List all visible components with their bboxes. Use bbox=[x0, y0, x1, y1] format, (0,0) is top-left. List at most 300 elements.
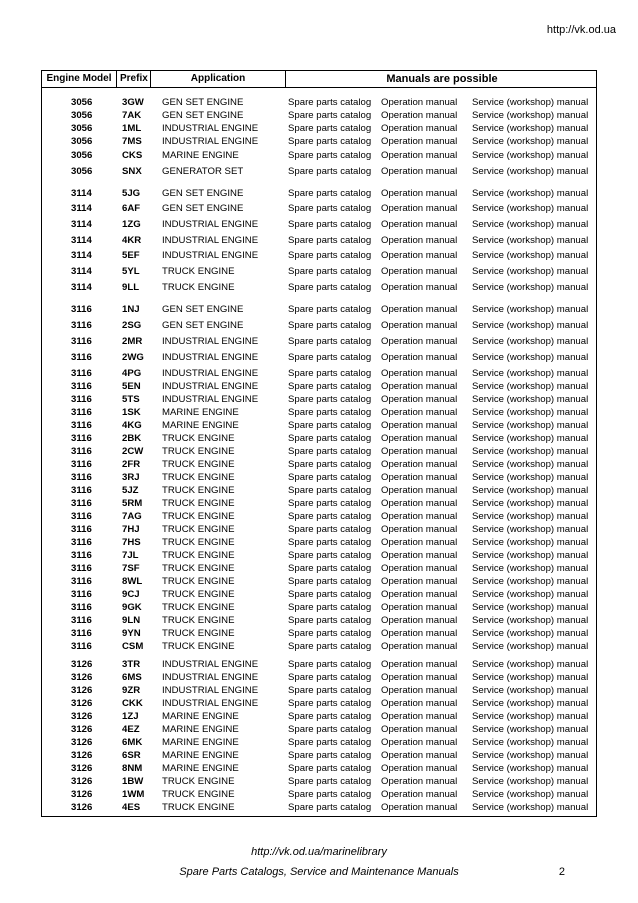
application-cell: TRUCK ENGINE bbox=[162, 459, 235, 470]
service-manual-link[interactable]: Service (workshop) manual bbox=[472, 219, 589, 230]
operation-manual-link[interactable]: Operation manual bbox=[381, 368, 458, 379]
operation-manual-link[interactable]: Operation manual bbox=[381, 628, 458, 639]
table-row bbox=[42, 406, 596, 419]
operation-manual-link[interactable]: Operation manual bbox=[381, 282, 458, 293]
engine-model-cell: 3126 bbox=[71, 659, 93, 670]
service-manual-link[interactable]: Service (workshop) manual bbox=[472, 110, 589, 121]
engine-model-cell: 3056 bbox=[71, 97, 93, 108]
spare-parts-catalog-link[interactable]: Spare parts catalog bbox=[288, 420, 372, 431]
service-manual-link[interactable]: Service (workshop) manual bbox=[472, 563, 589, 574]
engine-model-cell: 3116 bbox=[71, 498, 92, 509]
engine-model-cell: 3116 bbox=[71, 446, 92, 457]
engine-model-cell: 3056 bbox=[71, 123, 93, 134]
application-cell: INDUSTRIAL ENGINE bbox=[162, 123, 259, 134]
header-manuals: Manuals are possible bbox=[386, 73, 498, 85]
prefix-cell: 4EZ bbox=[122, 724, 140, 735]
operation-manual-link[interactable]: Operation manual bbox=[381, 672, 458, 683]
prefix-cell: 1ZG bbox=[122, 219, 141, 230]
service-manual-link[interactable]: Service (workshop) manual bbox=[472, 763, 589, 774]
spare-parts-catalog-link[interactable]: Spare parts catalog bbox=[288, 188, 372, 199]
table-row bbox=[42, 393, 596, 406]
table-row bbox=[42, 234, 596, 247]
operation-manual-link[interactable]: Operation manual bbox=[381, 802, 458, 813]
table-row bbox=[42, 575, 596, 588]
service-manual-link[interactable]: Service (workshop) manual bbox=[472, 381, 589, 392]
service-manual-link[interactable]: Service (workshop) manual bbox=[472, 711, 589, 722]
footer-url[interactable]: http://vk.od.ua/marinelibrary bbox=[251, 846, 387, 858]
table-row bbox=[42, 445, 596, 458]
operation-manual-link[interactable]: Operation manual bbox=[381, 776, 458, 787]
table-row bbox=[42, 218, 596, 231]
spare-parts-catalog-link[interactable]: Spare parts catalog bbox=[288, 672, 372, 683]
application-cell: INDUSTRIAL ENGINE bbox=[162, 235, 259, 246]
prefix-cell: SNX bbox=[122, 166, 142, 177]
spare-parts-catalog-link[interactable]: Spare parts catalog bbox=[288, 459, 372, 470]
service-manual-link[interactable]: Service (workshop) manual bbox=[472, 802, 589, 813]
prefix-cell: 1WM bbox=[122, 789, 145, 800]
prefix-cell: CKS bbox=[122, 150, 143, 161]
operation-manual-link[interactable]: Operation manual bbox=[381, 235, 458, 246]
operation-manual-link[interactable]: Operation manual bbox=[381, 394, 458, 405]
application-cell: TRUCK ENGINE bbox=[162, 563, 235, 574]
table-header bbox=[42, 71, 596, 88]
prefix-cell: 9GK bbox=[122, 602, 142, 613]
prefix-cell: 7MS bbox=[122, 136, 142, 147]
table-row bbox=[42, 627, 596, 640]
spare-parts-catalog-link[interactable]: Spare parts catalog bbox=[288, 641, 372, 652]
prefix-cell: 1SK bbox=[122, 407, 141, 418]
spare-parts-catalog-link[interactable]: Spare parts catalog bbox=[288, 550, 372, 561]
table-row bbox=[42, 96, 596, 109]
footer-title: Spare Parts Catalogs, Service and Maintenance Manuals bbox=[179, 866, 459, 878]
service-manual-link[interactable]: Service (workshop) manual bbox=[472, 446, 589, 457]
operation-manual-link[interactable]: Operation manual bbox=[381, 659, 458, 670]
spare-parts-catalog-link[interactable]: Spare parts catalog bbox=[288, 485, 372, 496]
operation-manual-link[interactable]: Operation manual bbox=[381, 498, 458, 509]
table-row bbox=[42, 697, 596, 710]
prefix-cell: 2WG bbox=[122, 352, 144, 363]
operation-manual-link[interactable]: Operation manual bbox=[381, 472, 458, 483]
table-row bbox=[42, 265, 596, 278]
prefix-cell: 7HJ bbox=[122, 524, 140, 535]
prefix-cell: CKK bbox=[122, 698, 143, 709]
table-row bbox=[42, 303, 596, 316]
prefix-cell: 4KR bbox=[122, 235, 142, 246]
header-application: Application bbox=[151, 71, 286, 87]
engine-model-cell: 3126 bbox=[71, 789, 93, 800]
application-cell: MARINE ENGINE bbox=[162, 407, 239, 418]
prefix-cell: 3GW bbox=[122, 97, 144, 108]
prefix-cell: 7SF bbox=[122, 563, 140, 574]
engine-model-cell: 3114 bbox=[71, 235, 92, 246]
engine-model-cell: 3116 bbox=[71, 381, 92, 392]
spare-parts-catalog-link[interactable]: Spare parts catalog bbox=[288, 524, 372, 535]
engine-model-cell: 3126 bbox=[71, 776, 93, 787]
service-manual-link[interactable]: Service (workshop) manual bbox=[472, 524, 589, 535]
service-manual-link[interactable]: Service (workshop) manual bbox=[472, 97, 589, 108]
application-cell: TRUCK ENGINE bbox=[162, 266, 235, 277]
operation-manual-link[interactable]: Operation manual bbox=[381, 150, 458, 161]
spare-parts-catalog-link[interactable]: Spare parts catalog bbox=[288, 282, 372, 293]
prefix-cell: 2FR bbox=[122, 459, 141, 470]
application-cell: INDUSTRIAL ENGINE bbox=[162, 368, 259, 379]
table-row bbox=[42, 281, 596, 294]
spare-parts-catalog-link[interactable]: Spare parts catalog bbox=[288, 602, 372, 613]
engine-model-cell: 3116 bbox=[71, 433, 92, 444]
table-row bbox=[42, 249, 596, 262]
spare-parts-catalog-link[interactable]: Spare parts catalog bbox=[288, 235, 372, 246]
prefix-cell: 8WL bbox=[122, 576, 143, 587]
table-row bbox=[42, 523, 596, 536]
service-manual-link[interactable]: Service (workshop) manual bbox=[472, 615, 589, 626]
service-manual-link[interactable]: Service (workshop) manual bbox=[472, 698, 589, 709]
operation-manual-link[interactable]: Operation manual bbox=[381, 563, 458, 574]
operation-manual-link[interactable]: Operation manual bbox=[381, 641, 458, 652]
spare-parts-catalog-link[interactable]: Spare parts catalog bbox=[288, 628, 372, 639]
engine-model-cell: 3116 bbox=[71, 459, 92, 470]
operation-manual-link[interactable]: Operation manual bbox=[381, 698, 458, 709]
table-row bbox=[42, 614, 596, 627]
operation-manual-link[interactable]: Operation manual bbox=[381, 136, 458, 147]
operation-manual-link[interactable]: Operation manual bbox=[381, 789, 458, 800]
service-manual-link[interactable]: Service (workshop) manual bbox=[472, 789, 589, 800]
application-cell: GEN SET ENGINE bbox=[162, 304, 244, 315]
operation-manual-link[interactable]: Operation manual bbox=[381, 433, 458, 444]
operation-manual-link[interactable]: Operation manual bbox=[381, 188, 458, 199]
application-cell: MARINE ENGINE bbox=[162, 150, 239, 161]
spare-parts-catalog-link[interactable]: Spare parts catalog bbox=[288, 576, 372, 587]
spare-parts-catalog-link[interactable]: Spare parts catalog bbox=[288, 711, 372, 722]
application-cell: TRUCK ENGINE bbox=[162, 485, 235, 496]
engine-model-cell: 3126 bbox=[71, 711, 93, 722]
spare-parts-catalog-link[interactable]: Spare parts catalog bbox=[288, 472, 372, 483]
service-manual-link[interactable]: Service (workshop) manual bbox=[472, 266, 589, 277]
service-manual-link[interactable]: Service (workshop) manual bbox=[472, 485, 589, 496]
service-manual-link[interactable]: Service (workshop) manual bbox=[472, 472, 589, 483]
table-row bbox=[42, 380, 596, 393]
application-cell: GENERATOR SET bbox=[162, 166, 244, 177]
service-manual-link[interactable]: Service (workshop) manual bbox=[472, 250, 589, 261]
operation-manual-link[interactable]: Operation manual bbox=[381, 750, 458, 761]
table-row bbox=[42, 351, 596, 364]
header-prefix: Prefix bbox=[117, 71, 151, 87]
operation-manual-link[interactable]: Operation manual bbox=[381, 602, 458, 613]
application-cell: MARINE ENGINE bbox=[162, 763, 239, 774]
spare-parts-catalog-link[interactable]: Spare parts catalog bbox=[288, 802, 372, 813]
service-manual-link[interactable]: Service (workshop) manual bbox=[472, 576, 589, 587]
operation-manual-link[interactable]: Operation manual bbox=[381, 381, 458, 392]
service-manual-link[interactable]: Service (workshop) manual bbox=[472, 685, 589, 696]
application-cell: TRUCK ENGINE bbox=[162, 628, 235, 639]
service-manual-link[interactable]: Service (workshop) manual bbox=[472, 672, 589, 683]
spare-parts-catalog-link[interactable]: Spare parts catalog bbox=[288, 150, 372, 161]
application-cell: MARINE ENGINE bbox=[162, 737, 239, 748]
service-manual-link[interactable]: Service (workshop) manual bbox=[472, 498, 589, 509]
table-row bbox=[42, 536, 596, 549]
service-manual-link[interactable]: Service (workshop) manual bbox=[472, 776, 589, 787]
spare-parts-catalog-link[interactable]: Spare parts catalog bbox=[288, 537, 372, 548]
service-manual-link[interactable]: Service (workshop) manual bbox=[472, 407, 589, 418]
operation-manual-link[interactable]: Operation manual bbox=[381, 711, 458, 722]
spare-parts-catalog-link[interactable]: Spare parts catalog bbox=[288, 203, 372, 214]
table-row bbox=[42, 801, 596, 814]
service-manual-link[interactable]: Service (workshop) manual bbox=[472, 188, 589, 199]
spare-parts-catalog-link[interactable]: Spare parts catalog bbox=[288, 336, 372, 347]
operation-manual-link[interactable]: Operation manual bbox=[381, 485, 458, 496]
table-row bbox=[42, 684, 596, 697]
service-manual-link[interactable]: Service (workshop) manual bbox=[472, 136, 589, 147]
prefix-cell: 3RJ bbox=[122, 472, 140, 483]
engine-model-cell: 3116 bbox=[71, 420, 92, 431]
service-manual-link[interactable]: Service (workshop) manual bbox=[472, 750, 589, 761]
service-manual-link[interactable]: Service (workshop) manual bbox=[472, 123, 589, 134]
service-manual-link[interactable]: Service (workshop) manual bbox=[472, 589, 589, 600]
spare-parts-catalog-link[interactable]: Spare parts catalog bbox=[288, 763, 372, 774]
application-cell: INDUSTRIAL ENGINE bbox=[162, 219, 259, 230]
service-manual-link[interactable]: Service (workshop) manual bbox=[472, 235, 589, 246]
engine-model-cell: 3116 bbox=[71, 320, 92, 331]
spare-parts-catalog-link[interactable]: Spare parts catalog bbox=[288, 407, 372, 418]
table-row bbox=[42, 419, 596, 432]
application-cell: TRUCK ENGINE bbox=[162, 282, 235, 293]
table-row bbox=[42, 788, 596, 801]
spare-parts-catalog-link[interactable]: Spare parts catalog bbox=[288, 123, 372, 134]
spare-parts-catalog-link[interactable]: Spare parts catalog bbox=[288, 97, 372, 108]
spare-parts-catalog-link[interactable]: Spare parts catalog bbox=[288, 166, 372, 177]
engine-model-cell: 3116 bbox=[71, 304, 92, 315]
service-manual-link[interactable]: Service (workshop) manual bbox=[472, 368, 589, 379]
operation-manual-link[interactable]: Operation manual bbox=[381, 352, 458, 363]
spare-parts-catalog-link[interactable]: Spare parts catalog bbox=[288, 394, 372, 405]
application-cell: INDUSTRIAL ENGINE bbox=[162, 136, 259, 147]
engine-model-cell: 3056 bbox=[71, 150, 93, 161]
service-manual-link[interactable]: Service (workshop) manual bbox=[472, 628, 589, 639]
spare-parts-catalog-link[interactable]: Spare parts catalog bbox=[288, 219, 372, 230]
header-url[interactable]: http://vk.od.ua bbox=[546, 24, 616, 36]
spare-parts-catalog-link[interactable]: Spare parts catalog bbox=[288, 446, 372, 457]
engine-model-cell: 3116 bbox=[71, 576, 92, 587]
application-cell: GEN SET ENGINE bbox=[162, 97, 244, 108]
prefix-cell: 2CW bbox=[122, 446, 144, 457]
operation-manual-link[interactable]: Operation manual bbox=[381, 724, 458, 735]
operation-manual-link[interactable]: Operation manual bbox=[381, 266, 458, 277]
service-manual-link[interactable]: Service (workshop) manual bbox=[472, 659, 589, 670]
table-row bbox=[42, 202, 596, 215]
service-manual-link[interactable]: Service (workshop) manual bbox=[472, 737, 589, 748]
spare-parts-catalog-link[interactable]: Spare parts catalog bbox=[288, 352, 372, 363]
spare-parts-catalog-link[interactable]: Spare parts catalog bbox=[288, 615, 372, 626]
operation-manual-link[interactable]: Operation manual bbox=[381, 250, 458, 261]
table-row bbox=[42, 135, 596, 148]
application-cell: MARINE ENGINE bbox=[162, 420, 239, 431]
prefix-cell: 7HS bbox=[122, 537, 141, 548]
operation-manual-link[interactable]: Operation manual bbox=[381, 459, 458, 470]
table-row bbox=[42, 432, 596, 445]
engine-model-cell: 3056 bbox=[71, 136, 93, 147]
prefix-cell: 4PG bbox=[122, 368, 142, 379]
operation-manual-link[interactable]: Operation manual bbox=[381, 511, 458, 522]
table-row bbox=[42, 497, 596, 510]
engine-model-cell: 3116 bbox=[71, 589, 92, 600]
service-manual-link[interactable]: Service (workshop) manual bbox=[472, 150, 589, 161]
spare-parts-catalog-link[interactable]: Spare parts catalog bbox=[288, 320, 372, 331]
spare-parts-catalog-link[interactable]: Spare parts catalog bbox=[288, 304, 372, 315]
spare-parts-catalog-link[interactable]: Spare parts catalog bbox=[288, 737, 372, 748]
prefix-cell: 5TS bbox=[122, 394, 140, 405]
engine-model-cell: 3126 bbox=[71, 802, 93, 813]
operation-manual-link[interactable]: Operation manual bbox=[381, 615, 458, 626]
application-cell: INDUSTRIAL ENGINE bbox=[162, 250, 259, 261]
table-row bbox=[42, 484, 596, 497]
operation-manual-link[interactable]: Operation manual bbox=[381, 420, 458, 431]
prefix-cell: 1BW bbox=[122, 776, 144, 787]
table-row bbox=[42, 122, 596, 135]
spare-parts-catalog-link[interactable]: Spare parts catalog bbox=[288, 698, 372, 709]
engine-model-cell: 3116 bbox=[71, 394, 92, 405]
table-row bbox=[42, 710, 596, 723]
operation-manual-link[interactable]: Operation manual bbox=[381, 763, 458, 774]
table-row bbox=[42, 335, 596, 348]
operation-manual-link[interactable]: Operation manual bbox=[381, 320, 458, 331]
spare-parts-catalog-link[interactable]: Spare parts catalog bbox=[288, 685, 372, 696]
service-manual-link[interactable]: Service (workshop) manual bbox=[472, 203, 589, 214]
prefix-cell: 8NM bbox=[122, 763, 143, 774]
application-cell: TRUCK ENGINE bbox=[162, 615, 235, 626]
prefix-cell: 9LN bbox=[122, 615, 141, 626]
service-manual-link[interactable]: Service (workshop) manual bbox=[472, 282, 589, 293]
application-cell: MARINE ENGINE bbox=[162, 750, 239, 761]
spare-parts-catalog-link[interactable]: Spare parts catalog bbox=[288, 433, 372, 444]
operation-manual-link[interactable]: Operation manual bbox=[381, 219, 458, 230]
operation-manual-link[interactable]: Operation manual bbox=[381, 203, 458, 214]
spare-parts-catalog-link[interactable]: Spare parts catalog bbox=[288, 750, 372, 761]
operation-manual-link[interactable]: Operation manual bbox=[381, 123, 458, 134]
operation-manual-link[interactable]: Operation manual bbox=[381, 446, 458, 457]
service-manual-link[interactable]: Service (workshop) manual bbox=[472, 537, 589, 548]
table-row bbox=[42, 319, 596, 332]
page-number: 2 bbox=[558, 866, 565, 878]
service-manual-link[interactable]: Service (workshop) manual bbox=[472, 433, 589, 444]
spare-parts-catalog-link[interactable]: Spare parts catalog bbox=[288, 511, 372, 522]
spare-parts-catalog-link[interactable]: Spare parts catalog bbox=[288, 110, 372, 121]
table-row bbox=[42, 775, 596, 788]
application-cell: GEN SET ENGINE bbox=[162, 320, 244, 331]
operation-manual-link[interactable]: Operation manual bbox=[381, 407, 458, 418]
prefix-cell: 7AG bbox=[122, 511, 142, 522]
prefix-cell: 9ZR bbox=[122, 685, 141, 696]
service-manual-link[interactable]: Service (workshop) manual bbox=[472, 320, 589, 331]
service-manual-link[interactable]: Service (workshop) manual bbox=[472, 166, 589, 177]
engine-model-cell: 3116 bbox=[71, 485, 92, 496]
spare-parts-catalog-link[interactable]: Spare parts catalog bbox=[288, 659, 372, 670]
table-row bbox=[42, 762, 596, 775]
table-row bbox=[42, 723, 596, 736]
engine-model-cell: 3114 bbox=[71, 203, 92, 214]
prefix-cell: 6SR bbox=[122, 750, 141, 761]
service-manual-link[interactable]: Service (workshop) manual bbox=[472, 420, 589, 431]
spare-parts-catalog-link[interactable]: Spare parts catalog bbox=[288, 266, 372, 277]
prefix-cell: CSM bbox=[122, 641, 144, 652]
prefix-cell: 3TR bbox=[122, 659, 141, 670]
application-cell: TRUCK ENGINE bbox=[162, 602, 235, 613]
operation-manual-link[interactable]: Operation manual bbox=[381, 336, 458, 347]
service-manual-link[interactable]: Service (workshop) manual bbox=[472, 641, 589, 652]
operation-manual-link[interactable]: Operation manual bbox=[381, 537, 458, 548]
prefix-cell: 9CJ bbox=[122, 589, 140, 600]
engine-model-cell: 3116 bbox=[71, 472, 92, 483]
application-cell: GEN SET ENGINE bbox=[162, 203, 244, 214]
operation-manual-link[interactable]: Operation manual bbox=[381, 524, 458, 535]
spare-parts-catalog-link[interactable]: Spare parts catalog bbox=[288, 368, 372, 379]
application-cell: TRUCK ENGINE bbox=[162, 589, 235, 600]
prefix-cell: 9LL bbox=[122, 282, 140, 293]
engine-model-cell: 3056 bbox=[71, 110, 93, 121]
spare-parts-catalog-link[interactable]: Spare parts catalog bbox=[288, 250, 372, 261]
prefix-cell: 2BK bbox=[122, 433, 142, 444]
application-cell: GEN SET ENGINE bbox=[162, 110, 244, 121]
engine-model-cell: 3126 bbox=[71, 672, 93, 683]
service-manual-link[interactable]: Service (workshop) manual bbox=[472, 394, 589, 405]
spare-parts-catalog-link[interactable]: Spare parts catalog bbox=[288, 789, 372, 800]
table-row bbox=[42, 165, 596, 178]
service-manual-link[interactable]: Service (workshop) manual bbox=[472, 352, 589, 363]
table-row bbox=[42, 510, 596, 523]
operation-manual-link[interactable]: Operation manual bbox=[381, 737, 458, 748]
table-row bbox=[42, 749, 596, 762]
application-cell: GEN SET ENGINE bbox=[162, 188, 244, 199]
operation-manual-link[interactable]: Operation manual bbox=[381, 576, 458, 587]
spare-parts-catalog-link[interactable]: Spare parts catalog bbox=[288, 776, 372, 787]
spare-parts-catalog-link[interactable]: Spare parts catalog bbox=[288, 589, 372, 600]
spare-parts-catalog-link[interactable]: Spare parts catalog bbox=[288, 563, 372, 574]
header-engine-model: Engine Model bbox=[42, 71, 117, 87]
operation-manual-link[interactable]: Operation manual bbox=[381, 550, 458, 561]
spare-parts-catalog-link[interactable]: Spare parts catalog bbox=[288, 381, 372, 392]
engine-model-cell: 3116 bbox=[71, 628, 92, 639]
application-cell: MARINE ENGINE bbox=[162, 724, 239, 735]
application-cell: INDUSTRIAL ENGINE bbox=[162, 685, 259, 696]
service-manual-link[interactable]: Service (workshop) manual bbox=[472, 336, 589, 347]
spare-parts-catalog-link[interactable]: Spare parts catalog bbox=[288, 498, 372, 509]
service-manual-link[interactable]: Service (workshop) manual bbox=[472, 724, 589, 735]
prefix-cell: 6AF bbox=[122, 203, 141, 214]
operation-manual-link[interactable]: Operation manual bbox=[381, 589, 458, 600]
engine-model-cell: 3116 bbox=[71, 537, 92, 548]
service-manual-link[interactable]: Service (workshop) manual bbox=[472, 550, 589, 561]
application-cell: TRUCK ENGINE bbox=[162, 537, 235, 548]
spare-parts-catalog-link[interactable]: Spare parts catalog bbox=[288, 136, 372, 147]
operation-manual-link[interactable]: Operation manual bbox=[381, 304, 458, 315]
service-manual-link[interactable]: Service (workshop) manual bbox=[472, 459, 589, 470]
prefix-cell: 1ZJ bbox=[122, 711, 139, 722]
engine-model-cell: 3116 bbox=[71, 563, 92, 574]
service-manual-link[interactable]: Service (workshop) manual bbox=[472, 304, 589, 315]
service-manual-link[interactable]: Service (workshop) manual bbox=[472, 511, 589, 522]
operation-manual-link[interactable]: Operation manual bbox=[381, 166, 458, 177]
service-manual-link[interactable]: Service (workshop) manual bbox=[472, 602, 589, 613]
engine-model-cell: 3116 bbox=[71, 407, 92, 418]
engine-model-cell: 3114 bbox=[71, 250, 92, 261]
application-cell: TRUCK ENGINE bbox=[162, 472, 235, 483]
engine-model-cell: 3116 bbox=[71, 524, 92, 535]
engine-model-cell: 3126 bbox=[71, 685, 93, 696]
operation-manual-link[interactable]: Operation manual bbox=[381, 97, 458, 108]
engine-model-cell: 3126 bbox=[71, 750, 93, 761]
operation-manual-link[interactable]: Operation manual bbox=[381, 110, 458, 121]
prefix-cell: 5RM bbox=[122, 498, 143, 509]
spare-parts-catalog-link[interactable]: Spare parts catalog bbox=[288, 724, 372, 735]
operation-manual-link[interactable]: Operation manual bbox=[381, 685, 458, 696]
